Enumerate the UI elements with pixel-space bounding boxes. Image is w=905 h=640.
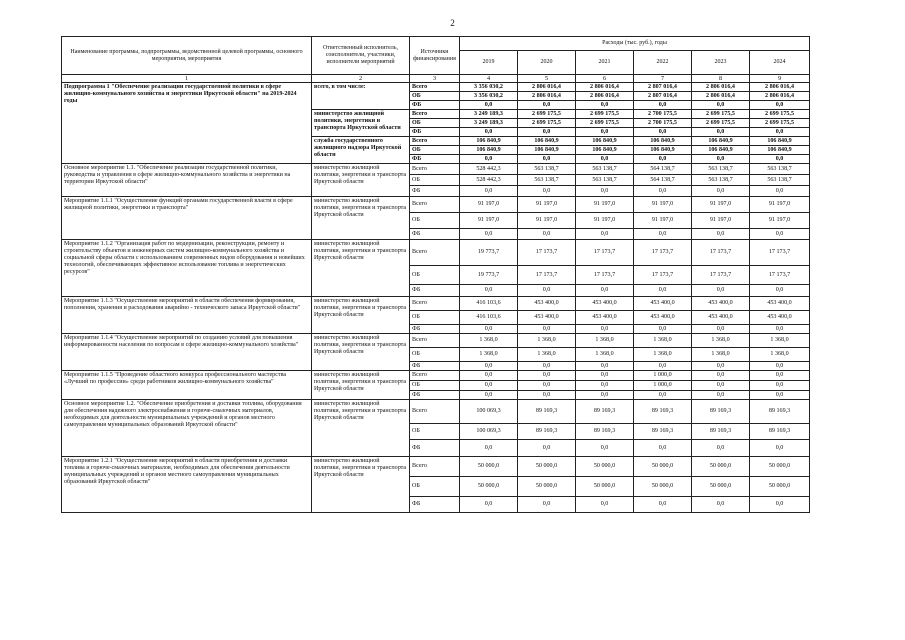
expense-value: 106 840,9: [634, 146, 692, 155]
expense-value: 0,0: [576, 101, 634, 110]
table-row: [62, 197, 810, 213]
funding-source: ОБ: [410, 175, 460, 186]
expense-value: 2 699 175,5: [692, 119, 750, 128]
expense-value: 0,0: [518, 186, 576, 197]
expense-value: 0,0: [692, 325, 750, 334]
expense-value: 106 840,9: [518, 137, 576, 146]
expense-value: 0,0: [460, 285, 518, 297]
expense-value: 0,0: [518, 381, 576, 391]
funding-source: ОБ: [410, 146, 460, 155]
table-row: [62, 371, 810, 381]
expense-value: 100 069,3: [460, 424, 518, 440]
expense-value: 2 807 016,4: [634, 83, 692, 92]
responsible-executor: министерство жилищной политики, энергетики и транспорта Иркутской области: [312, 334, 410, 371]
header-year: 2022: [634, 51, 692, 75]
funding-source: Всего: [410, 197, 460, 213]
funding-source: ФБ: [410, 497, 460, 513]
expense-value: 563 138,7: [692, 175, 750, 186]
funding-source: ФБ: [410, 362, 460, 371]
expense-value: 1 368,0: [518, 348, 576, 362]
expense-value: 0,0: [518, 325, 576, 334]
expense-value: 1 368,0: [750, 334, 810, 348]
expense-value: 0,0: [518, 362, 576, 371]
expense-value: 563 138,7: [750, 175, 810, 186]
funding-source: Всего: [410, 334, 460, 348]
column-index: 9: [750, 75, 810, 83]
expense-value: 1 368,0: [460, 348, 518, 362]
expense-value: 0,0: [692, 497, 750, 513]
program-name: Подпрограмма 1 "Обеспечение реализации государственной политики в сфере жилищно-коммунального хозяйства и энергетики Иркутской области" на 2019-2024 годы: [62, 83, 312, 164]
expense-value: 2 806 016,4: [518, 83, 576, 92]
funding-source: ФБ: [410, 440, 460, 457]
funding-source: Всего: [410, 297, 460, 311]
header-year: 2020: [518, 51, 576, 75]
responsible-executor: министерство жилищной политики, энергетики и транспорта Иркутской области: [312, 110, 410, 137]
expense-value: 91 197,0: [576, 213, 634, 229]
expense-value: 528 442,3: [460, 164, 518, 175]
table-row: [62, 83, 810, 92]
expense-value: 91 197,0: [634, 213, 692, 229]
expense-value: 2 700 175,5: [634, 110, 692, 119]
expense-value: 2 700 175,5: [634, 119, 692, 128]
expense-value: 0,0: [576, 285, 634, 297]
funding-source: ФБ: [410, 101, 460, 110]
expense-value: 106 840,9: [692, 137, 750, 146]
expense-value: 1 368,0: [634, 348, 692, 362]
expense-value: 89 169,3: [692, 400, 750, 424]
expense-value: 0,0: [518, 440, 576, 457]
column-index: 2: [312, 75, 410, 83]
column-index: 7: [634, 75, 692, 83]
expense-value: 2 699 175,5: [692, 110, 750, 119]
funding-source: ФБ: [410, 285, 460, 297]
expense-value: 91 197,0: [576, 197, 634, 213]
expense-value: 564 138,7: [634, 164, 692, 175]
expense-value: 453 400,0: [692, 297, 750, 311]
expense-value: 89 169,3: [692, 424, 750, 440]
expense-value: 0,0: [576, 391, 634, 400]
expense-value: 0,0: [634, 391, 692, 400]
funding-source: ОБ: [410, 381, 460, 391]
funding-source: ОБ: [410, 311, 460, 325]
expense-value: 0,0: [518, 285, 576, 297]
program-name: Мероприятие 1.1.4 "Осуществление мероприятий по созданию условий для повышения информированности населения по вопросам в сфере жилищно-коммунального хозяйства": [62, 334, 312, 371]
funding-source: ФБ: [410, 229, 460, 240]
expense-value: 1 000,0: [634, 371, 692, 381]
expense-value: 563 138,7: [518, 175, 576, 186]
expense-value: 1 368,0: [576, 334, 634, 348]
expense-value: 91 197,0: [460, 197, 518, 213]
expense-value: 0,0: [750, 391, 810, 400]
expense-value: 416 103,6: [460, 297, 518, 311]
funding-source: ФБ: [410, 325, 460, 334]
responsible-executor: министерство жилищной политики, энергетики и транспорта Иркутской области: [312, 297, 410, 334]
expense-value: 0,0: [460, 186, 518, 197]
expense-value: 50 000,0: [460, 477, 518, 497]
expense-value: 50 000,0: [518, 477, 576, 497]
program-name: Мероприятие 1.1.3 "Осуществление мероприятий в области обеспечения формирования, пополнения, хранения и расходования аварийно - технического запаса Иркутской области": [62, 297, 312, 334]
expense-value: 3 249 189,3: [460, 110, 518, 119]
expense-value: 2 806 016,4: [518, 92, 576, 101]
funding-source: ОБ: [410, 92, 460, 101]
expense-value: 89 169,3: [576, 424, 634, 440]
expense-value: 17 173,7: [576, 240, 634, 266]
funding-source: ОБ: [410, 348, 460, 362]
column-index: 8: [692, 75, 750, 83]
responsible-executor: министерство жилищной политики, энергетики и транспорта Иркутской области: [312, 371, 410, 400]
expense-value: 0,0: [460, 101, 518, 110]
funding-source: Всего: [410, 457, 460, 477]
expense-value: 19 773,7: [460, 240, 518, 266]
expense-value: 0,0: [576, 371, 634, 381]
expense-value: 0,0: [634, 497, 692, 513]
expense-value: 0,0: [692, 381, 750, 391]
expense-value: 3 356 030,2: [460, 92, 518, 101]
expense-value: 0,0: [750, 325, 810, 334]
column-index: 1: [62, 75, 312, 83]
expense-value: 0,0: [692, 371, 750, 381]
expense-value: 2 806 016,4: [692, 92, 750, 101]
expense-value: 106 840,9: [460, 146, 518, 155]
expense-value: 1 368,0: [750, 348, 810, 362]
funding-source: ФБ: [410, 391, 460, 400]
header-responsible: Ответственный исполнитель, соисполнители, участники, исполнители мероприятий: [312, 37, 410, 75]
expense-value: 2 699 175,5: [518, 119, 576, 128]
expense-value: 0,0: [692, 155, 750, 164]
expense-value: 0,0: [460, 155, 518, 164]
expense-value: 0,0: [634, 128, 692, 137]
expense-value: 0,0: [692, 440, 750, 457]
expense-value: 2 699 175,5: [576, 119, 634, 128]
expense-value: 0,0: [634, 186, 692, 197]
expense-value: 0,0: [518, 371, 576, 381]
expense-value: 3 249 189,3: [460, 119, 518, 128]
expense-value: 0,0: [460, 440, 518, 457]
expense-value: 0,0: [634, 155, 692, 164]
expense-value: 106 840,9: [692, 146, 750, 155]
expense-value: 17 173,7: [634, 266, 692, 285]
expense-value: 17 173,7: [634, 240, 692, 266]
expense-value: 91 197,0: [750, 213, 810, 229]
expense-value: 0,0: [634, 229, 692, 240]
expense-value: 106 840,9: [518, 146, 576, 155]
expense-value: 0,0: [634, 325, 692, 334]
expense-value: 0,0: [518, 391, 576, 400]
expense-value: 106 840,9: [576, 137, 634, 146]
expense-value: 453 400,0: [518, 297, 576, 311]
funding-source: Всего: [410, 137, 460, 146]
expense-value: 453 400,0: [634, 297, 692, 311]
expense-value: 0,0: [750, 155, 810, 164]
program-name: Мероприятие 1.1.2 "Организация работ по модернизации, реконструкции, ремонту и строительству объектов и инженерных систем жилищно-коммунального хозяйства и социальной сферы области с использованием современных видов оборудования и новейших технологий, обеспечивающих эффективное использование топлива и энергетических ресурсов": [62, 240, 312, 297]
expense-value: 0,0: [576, 186, 634, 197]
expense-value: 1 368,0: [460, 334, 518, 348]
expense-value: 0,0: [750, 128, 810, 137]
expense-value: 91 197,0: [518, 213, 576, 229]
expense-value: 453 400,0: [692, 311, 750, 325]
funding-source: ОБ: [410, 213, 460, 229]
expense-value: 3 356 030,2: [460, 83, 518, 92]
responsible-executor: министерство жилищной политики, энергетики и транспорта Иркутской области: [312, 400, 410, 457]
program-name: Основное мероприятие 1.2. "Обеспечение приобретения и доставки топлива, оборудования для обеспечения надежного электроснабжения и горюче-смазочных материалов, необходимых для деятельности муниципальных учреждений и органов местного самоуправления муниципальных образований Иркутской области": [62, 400, 312, 457]
expense-value: 50 000,0: [750, 457, 810, 477]
expense-value: 0,0: [750, 440, 810, 457]
header-expenses: Расходы (тыс. руб.), годы: [460, 37, 810, 51]
table-row: [62, 297, 810, 311]
expense-value: 106 840,9: [634, 137, 692, 146]
expense-value: 106 840,9: [750, 146, 810, 155]
funding-source: ОБ: [410, 266, 460, 285]
expense-value: 100 069,3: [460, 400, 518, 424]
expense-value: 453 400,0: [750, 297, 810, 311]
expense-value: 0,0: [460, 325, 518, 334]
expense-value: 17 173,7: [750, 266, 810, 285]
expense-value: 89 169,3: [634, 424, 692, 440]
expense-value: 50 000,0: [750, 477, 810, 497]
expense-value: 0,0: [460, 229, 518, 240]
expense-value: 1 368,0: [576, 348, 634, 362]
expense-value: 17 173,7: [692, 266, 750, 285]
expense-value: 0,0: [692, 285, 750, 297]
header-name: Наименование программы, подпрограммы, ведомственной целевой программы, основного мероприятия, мероприятия: [62, 37, 312, 75]
expense-value: 0,0: [576, 381, 634, 391]
expense-value: 0,0: [518, 155, 576, 164]
table-header: [62, 37, 810, 83]
funding-source: Всего: [410, 164, 460, 175]
expense-value: 563 138,7: [692, 164, 750, 175]
funding-source: Всего: [410, 240, 460, 266]
table-row: [62, 240, 810, 266]
expense-value: 0,0: [634, 362, 692, 371]
expense-value: 2 806 016,4: [692, 83, 750, 92]
expense-value: 0,0: [460, 381, 518, 391]
expense-value: 89 169,3: [634, 400, 692, 424]
expense-value: 89 169,3: [518, 424, 576, 440]
expense-value: 2 699 175,5: [576, 110, 634, 119]
program-name: Мероприятие 1.2.1 "Осуществление мероприятий в области приобретения и доставки топлива и горюче-смазочных материалов, необходимых для обеспечения деятельности муниципальных учреждений и органов местного самоуправления муниципальных образований Иркутской области": [62, 457, 312, 513]
responsible-executor: министерство жилищной политики, энергетики и транспорта Иркутской области: [312, 457, 410, 513]
expense-value: 1 000,0: [634, 381, 692, 391]
expense-value: 17 173,7: [750, 240, 810, 266]
expense-value: 17 173,7: [576, 266, 634, 285]
expense-value: 91 197,0: [692, 213, 750, 229]
expense-value: 0,0: [692, 101, 750, 110]
expense-value: 563 138,7: [576, 164, 634, 175]
header-year: 2021: [576, 51, 634, 75]
expense-value: 0,0: [750, 229, 810, 240]
expense-value: 0,0: [576, 325, 634, 334]
funding-source: ФБ: [410, 155, 460, 164]
expense-value: 2 699 175,5: [750, 110, 810, 119]
program-name: Мероприятие 1.1.1 "Осуществление функций органами государственной власти в сфере жилищной политики, энергетики и транспорта": [62, 197, 312, 240]
expense-value: 0,0: [518, 229, 576, 240]
expense-value: 0,0: [576, 362, 634, 371]
column-index: 6: [576, 75, 634, 83]
expense-value: 0,0: [576, 497, 634, 513]
expense-value: 50 000,0: [692, 477, 750, 497]
table-row: [62, 334, 810, 348]
expense-value: 0,0: [750, 285, 810, 297]
expense-value: 2 806 016,4: [750, 92, 810, 101]
table-row: [62, 457, 810, 477]
expense-value: 0,0: [518, 101, 576, 110]
responsible-executor: всего, в том числе:: [312, 83, 410, 110]
expense-value: 89 169,3: [750, 400, 810, 424]
expense-value: 0,0: [692, 186, 750, 197]
expense-value: 50 000,0: [460, 457, 518, 477]
expense-value: 91 197,0: [692, 197, 750, 213]
expense-value: 453 400,0: [518, 311, 576, 325]
expense-value: 17 173,7: [518, 240, 576, 266]
expense-value: 0,0: [460, 128, 518, 137]
responsible-executor: служба государственного жилищного надзора Иркутской области: [312, 137, 410, 164]
expense-value: 0,0: [460, 362, 518, 371]
page-number: 2: [450, 18, 455, 28]
expense-value: 564 138,7: [634, 175, 692, 186]
expense-value: 0,0: [750, 381, 810, 391]
expense-value: 0,0: [576, 128, 634, 137]
expense-value: 0,0: [692, 391, 750, 400]
expense-value: 563 138,7: [576, 175, 634, 186]
header-year: 2023: [692, 51, 750, 75]
expense-value: 89 169,3: [576, 400, 634, 424]
funding-source: Всего: [410, 83, 460, 92]
expense-value: 528 442,3: [460, 175, 518, 186]
funding-source: ОБ: [410, 477, 460, 497]
expense-value: 50 000,0: [576, 477, 634, 497]
expense-value: 0,0: [518, 497, 576, 513]
expense-value: 2 807 016,4: [634, 92, 692, 101]
expense-value: 17 173,7: [518, 266, 576, 285]
expense-value: 2 806 016,4: [576, 92, 634, 101]
expense-value: 91 197,0: [460, 213, 518, 229]
table-body: [62, 83, 810, 513]
expense-value: 106 840,9: [750, 137, 810, 146]
budget-table: [61, 36, 810, 513]
expense-value: 50 000,0: [576, 457, 634, 477]
column-index: 4: [460, 75, 518, 83]
funding-source: ОБ: [410, 119, 460, 128]
program-name: Мероприятие 1.1.5 "Проведение областного конкурса профессионального мастерства «Лучший по профессии» среди работников жилищно-коммунального хозяйства": [62, 371, 312, 400]
expense-value: 416 103,6: [460, 311, 518, 325]
expense-value: 2 806 016,4: [750, 83, 810, 92]
expense-value: 0,0: [460, 391, 518, 400]
expense-value: 2 699 175,5: [518, 110, 576, 119]
expense-value: 19 773,7: [460, 266, 518, 285]
expense-value: 91 197,0: [518, 197, 576, 213]
expense-value: 0,0: [460, 371, 518, 381]
table-row: [62, 164, 810, 175]
expense-value: 89 169,3: [750, 424, 810, 440]
expense-value: 106 840,9: [576, 146, 634, 155]
expense-value: 1 368,0: [692, 348, 750, 362]
expense-value: 0,0: [750, 101, 810, 110]
expense-value: 89 169,3: [518, 400, 576, 424]
header-source: Источники финансирования: [410, 37, 460, 75]
expense-value: 453 400,0: [576, 297, 634, 311]
responsible-executor: министерство жилищной политики, энергетики и транспорта Иркутской области: [312, 197, 410, 240]
program-name: Основное мероприятие 1.1. "Обеспечение реализации государственной политики, руководства и управления в сфере жилищно-коммунального хозяйства и энергетики на территории Иркутской области": [62, 164, 312, 197]
expense-value: 50 000,0: [634, 457, 692, 477]
column-index: 3: [410, 75, 460, 83]
expense-value: 0,0: [576, 229, 634, 240]
funding-source: ФБ: [410, 128, 460, 137]
table-row: [62, 400, 810, 424]
expense-value: 0,0: [634, 440, 692, 457]
expense-value: 1 368,0: [518, 334, 576, 348]
expense-value: 17 173,7: [692, 240, 750, 266]
expense-value: 0,0: [692, 229, 750, 240]
funding-source: ОБ: [410, 424, 460, 440]
expense-value: 2 699 175,5: [750, 119, 810, 128]
expense-value: 0,0: [750, 186, 810, 197]
expense-value: 0,0: [692, 362, 750, 371]
header-year: 2024: [750, 51, 810, 75]
expense-value: 453 400,0: [634, 311, 692, 325]
expense-value: 106 840,9: [460, 137, 518, 146]
funding-source: Всего: [410, 400, 460, 424]
expense-value: 453 400,0: [750, 311, 810, 325]
expense-value: 0,0: [750, 371, 810, 381]
funding-source: Всего: [410, 371, 460, 381]
responsible-executor: министерство жилищной политики, энергетики и транспорта Иркутской области: [312, 164, 410, 197]
expense-value: 2 806 016,4: [576, 83, 634, 92]
column-index: 5: [518, 75, 576, 83]
expense-value: 0,0: [576, 155, 634, 164]
expense-value: 563 138,7: [518, 164, 576, 175]
expense-value: 50 000,0: [634, 477, 692, 497]
expense-value: 0,0: [460, 497, 518, 513]
expense-value: 50 000,0: [518, 457, 576, 477]
funding-source: ФБ: [410, 186, 460, 197]
expense-value: 91 197,0: [634, 197, 692, 213]
expense-value: 1 368,0: [634, 334, 692, 348]
expense-value: 0,0: [634, 101, 692, 110]
header-year: 2019: [460, 51, 518, 75]
funding-source: Всего: [410, 110, 460, 119]
expense-value: 0,0: [518, 128, 576, 137]
expense-value: 91 197,0: [750, 197, 810, 213]
expense-value: 0,0: [750, 497, 810, 513]
expense-value: 0,0: [576, 440, 634, 457]
expense-value: 0,0: [634, 285, 692, 297]
expense-value: 0,0: [750, 362, 810, 371]
expense-value: 50 000,0: [692, 457, 750, 477]
expense-value: 563 138,7: [750, 164, 810, 175]
responsible-executor: министерство жилищной политики, энергетики и транспорта Иркутской области: [312, 240, 410, 297]
expense-value: 0,0: [692, 128, 750, 137]
expense-value: 1 368,0: [692, 334, 750, 348]
expense-value: 453 400,0: [576, 311, 634, 325]
